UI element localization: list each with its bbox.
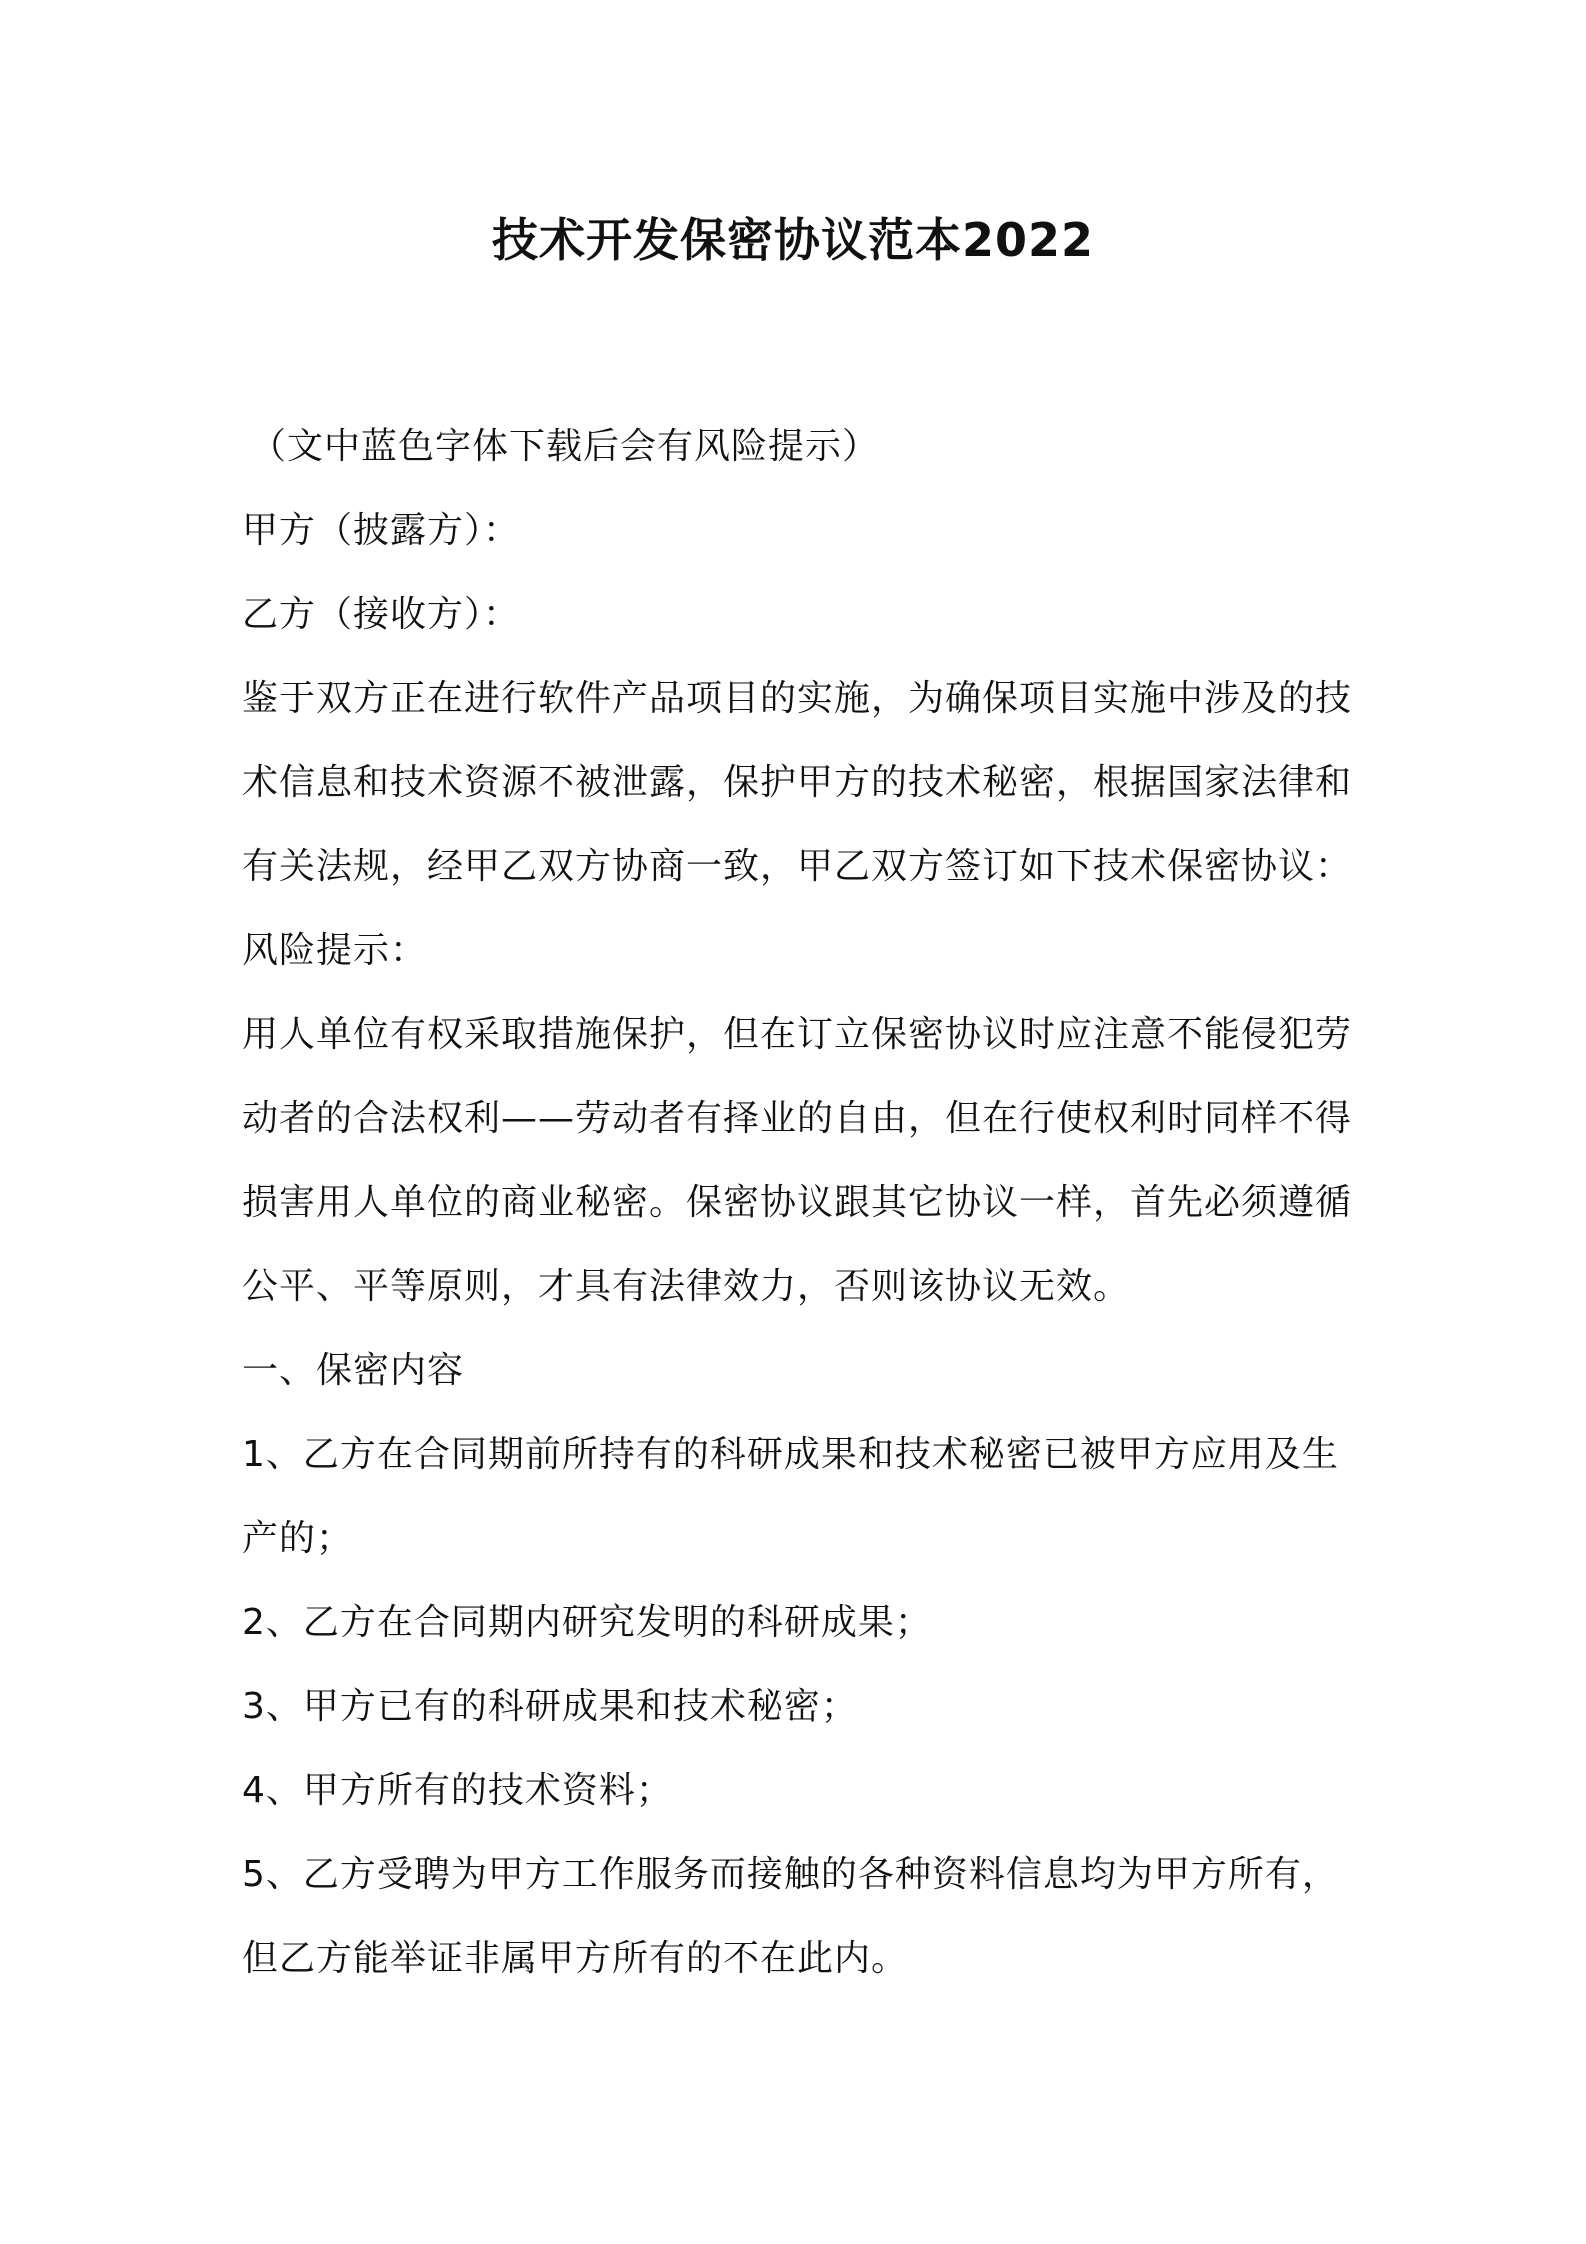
clause-5-line-2: 但乙方能举证非属甲方所有的不在此内。 xyxy=(242,1938,909,1979)
risk-heading: 风险提示： xyxy=(242,930,428,971)
risk-line-4: 公平、平等原则，才具有法律效力，否则该协议无效。 xyxy=(242,1266,1131,1307)
clause-4: 4、甲方所有的技术资料； xyxy=(242,1770,673,1811)
document-body xyxy=(242,405,1352,2001)
preamble-line-1: 鉴于双方正在进行软件产品项目的实施，为确保项目实施中涉及的技 xyxy=(242,678,1353,719)
party-a-line: 甲方（披露方）： xyxy=(242,510,521,551)
clause-1-line-1: 1、乙方在合同期前所持有的科研成果和技术秘密已被甲方应用及生 xyxy=(242,1434,1339,1475)
party-b-line: 乙方（接收方）： xyxy=(242,594,521,635)
preamble-line-3: 有关法规，经甲乙双方协商一致，甲乙双方签订如下技术保密协议： xyxy=(242,846,1353,887)
risk-line-3: 损害用人单位的商业秘密。保密协议跟其它协议一样，首先必须遵循 xyxy=(242,1182,1353,1223)
clause-2: 2、乙方在合同期内研究发明的科研成果； xyxy=(242,1602,932,1643)
note-line: （文中蓝色字体下载后会有风险提示） xyxy=(250,426,880,467)
preamble-line-2: 术信息和技术资源不被泄露，保护甲方的技术秘密，根据国家法律和 xyxy=(242,762,1353,803)
document-title: 技术开发保密协议范本2022 xyxy=(491,213,1095,267)
risk-line-1: 用人单位有权采取措施保护，但在订立保密协议时应注意不能侵犯劳 xyxy=(242,1014,1353,1055)
risk-line-2: 动者的合法权利——劳动者有择业的自由，但在行使权利时同样不得 xyxy=(242,1098,1353,1139)
section-heading: 一、保密内容 xyxy=(242,1350,465,1391)
clause-5-line-1: 5、乙方受聘为甲方工作服务而接触的各种资料信息均为甲方所有， xyxy=(242,1854,1339,1895)
clause-1-line-2: 产的； xyxy=(242,1518,354,1559)
clause-3: 3、甲方已有的科研成果和技术秘密； xyxy=(242,1686,858,1727)
